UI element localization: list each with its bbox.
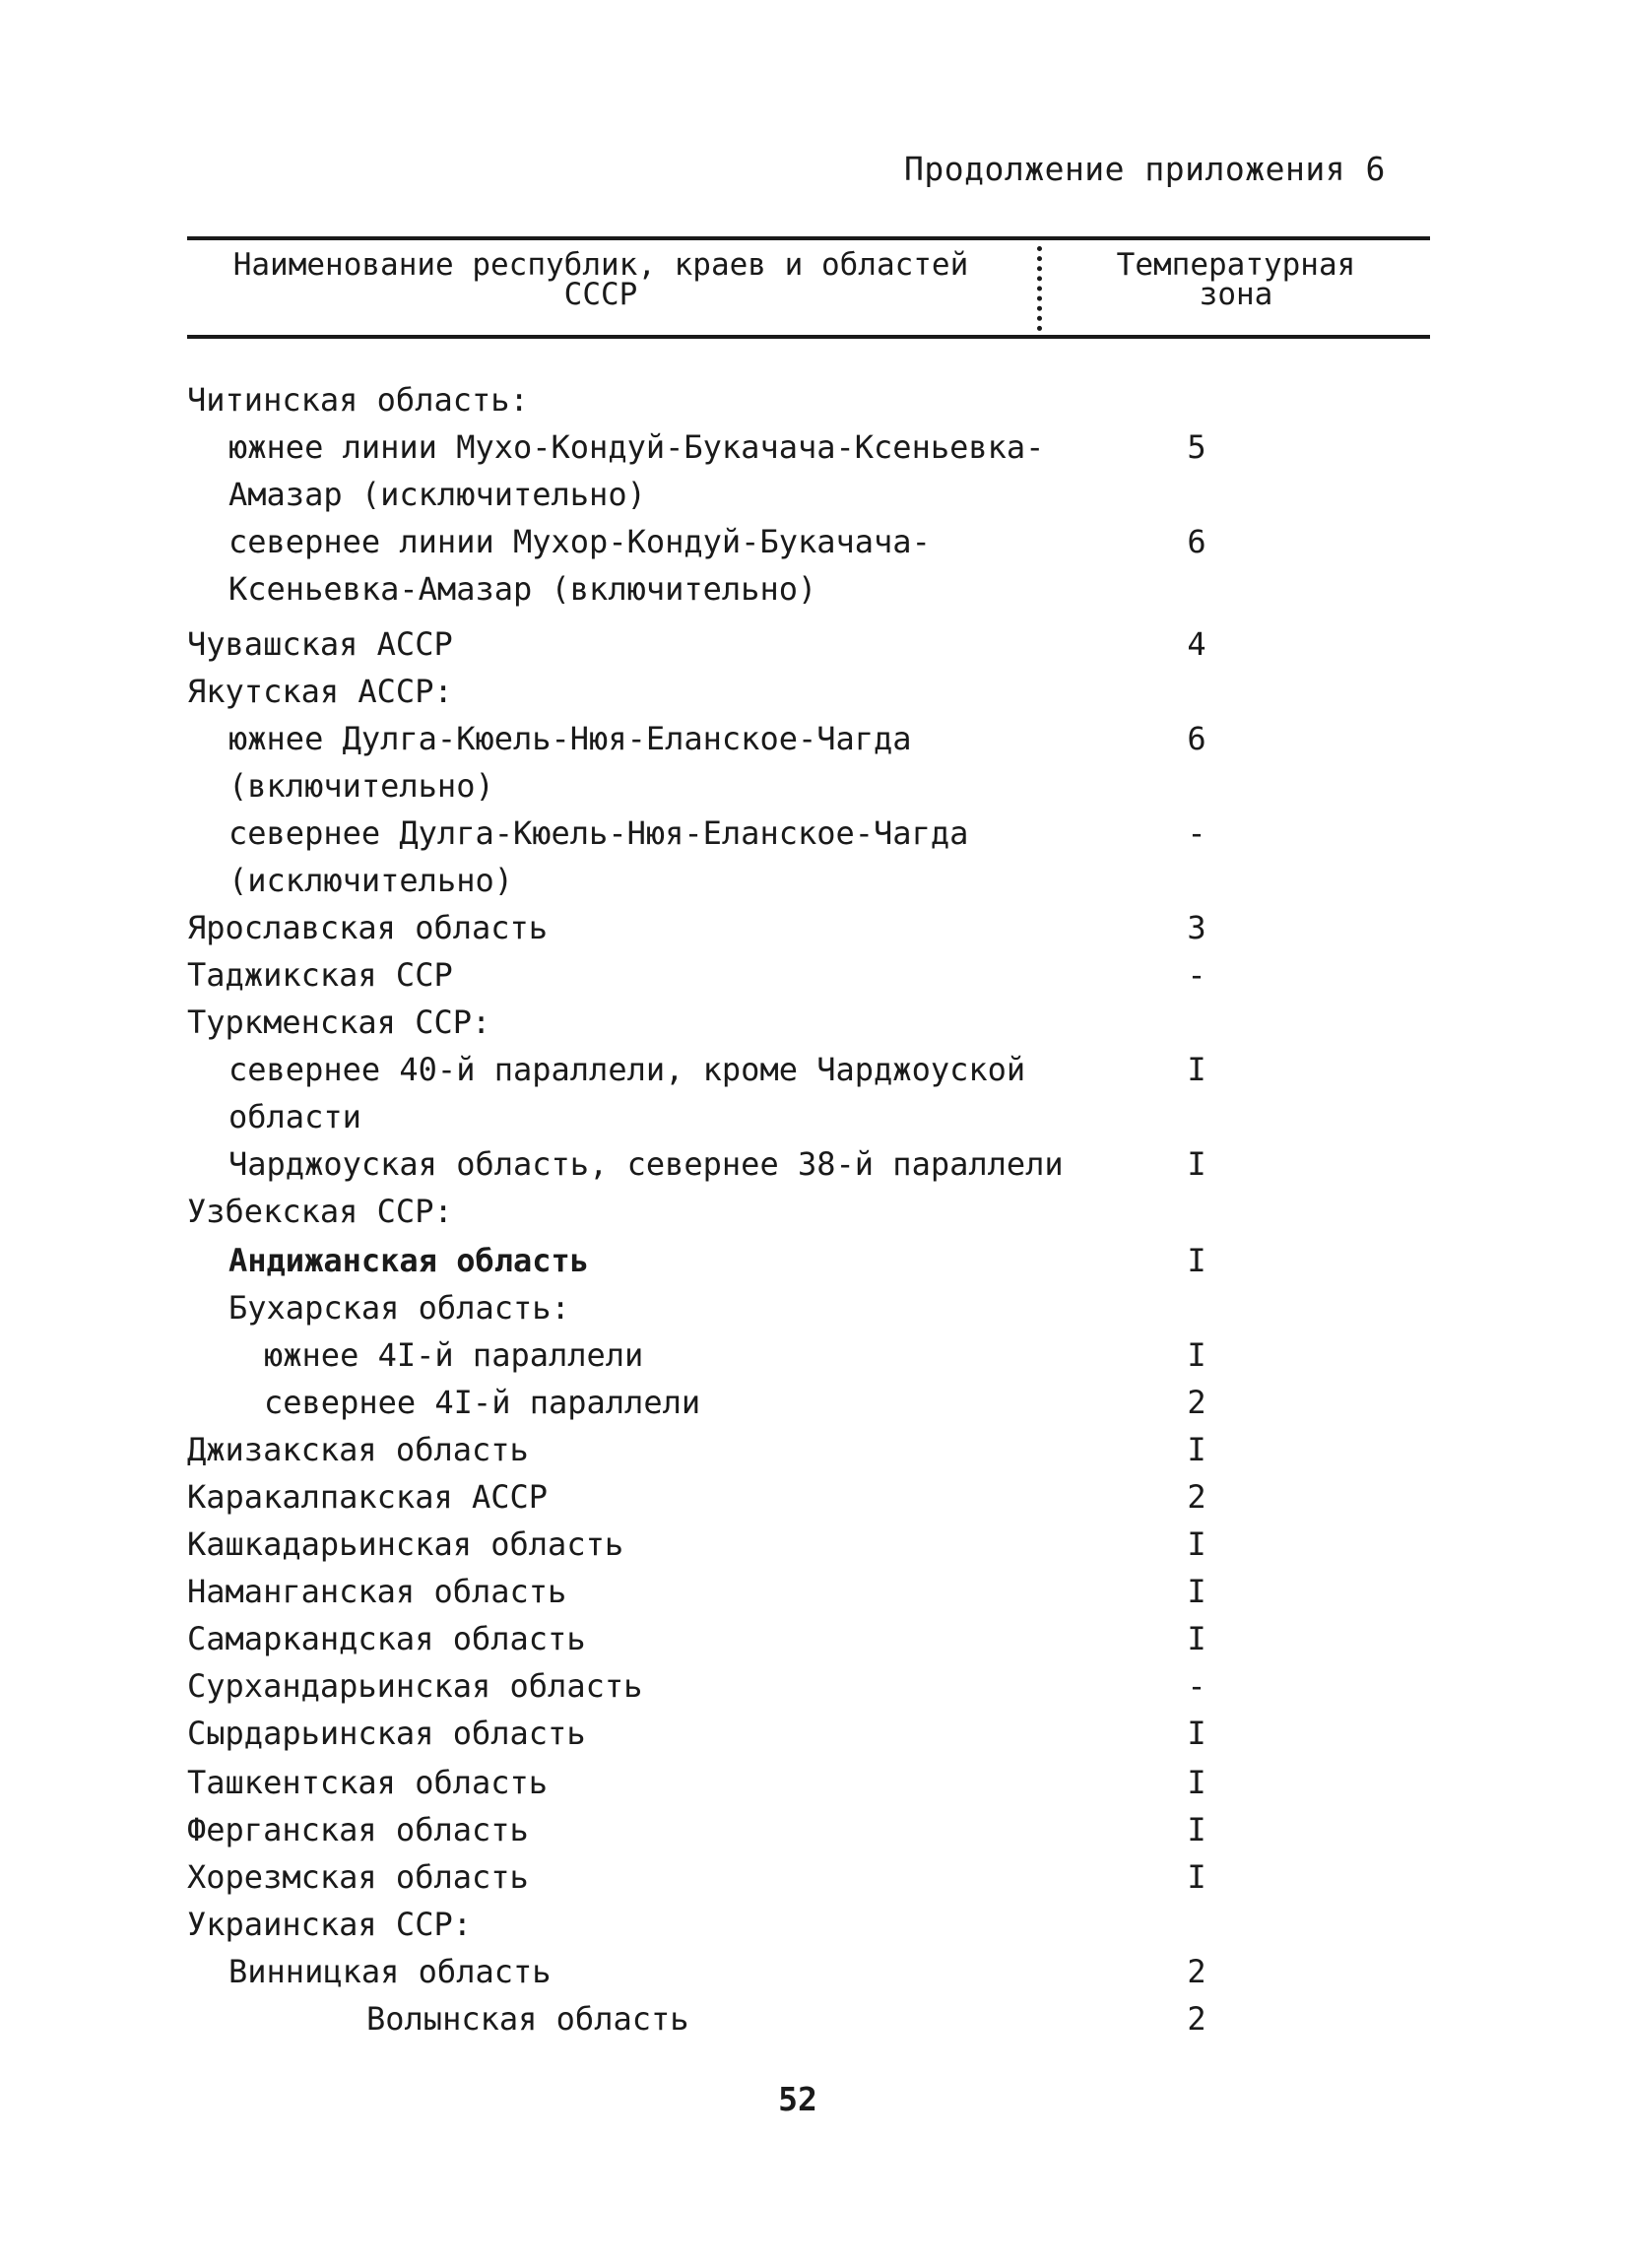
table-row: [0, 1477, 1628, 1517]
region-name: Волынская область: [366, 2000, 689, 2038]
column-header-name-line2: СССР: [563, 277, 638, 312]
region-name: Винницкая область: [228, 1953, 552, 1990]
region-name: Андижанская область: [228, 1242, 590, 1279]
table-row: [0, 1383, 1628, 1422]
zone-value: I: [1187, 1525, 1206, 1563]
table-row: [0, 1144, 1628, 1184]
zone-value: 6: [1187, 523, 1206, 560]
zone-value: 4: [1187, 625, 1206, 663]
table-row: [0, 766, 1628, 806]
table-row: [0, 427, 1628, 467]
region-name: Наманганская область: [187, 1573, 567, 1610]
table-row: [0, 672, 1628, 711]
region-name: севернее 4I-й параллели: [264, 1384, 701, 1421]
column-header-zone-line2: зона: [1199, 277, 1273, 312]
zone-value: I: [1187, 1051, 1206, 1088]
region-name: (исключительно): [228, 862, 513, 899]
table-row: [0, 1430, 1628, 1469]
zone-value: 2: [1187, 1953, 1206, 1990]
column-header-zone-line1: Температурная: [1116, 247, 1356, 283]
zone-value: 3: [1187, 909, 1206, 946]
header-column-separator: [1037, 246, 1042, 331]
region-name: Сырдарьинская область: [187, 1715, 586, 1752]
table-row: [0, 380, 1628, 420]
region-name: Ташкентская область: [187, 1764, 549, 1801]
region-name: Ксеньевка-Амазар (включительно): [228, 570, 817, 608]
table-row: [0, 719, 1628, 758]
region-name: Туркменская ССР:: [187, 1004, 491, 1041]
zone-value: I: [1187, 1145, 1206, 1183]
column-header-name: [197, 247, 1005, 312]
region-name: севернее 40-й параллели, кроме Чарджоуской: [228, 1051, 1026, 1088]
table-row: [0, 1003, 1628, 1042]
zone-value: I: [1187, 1858, 1206, 1896]
page-number: 52: [778, 2080, 817, 2118]
table-row: [0, 908, 1628, 947]
table-row: [0, 1572, 1628, 1611]
zone-value: I: [1187, 1431, 1206, 1468]
table-row: [0, 1050, 1628, 1089]
table-row: [0, 475, 1628, 514]
table-row: [0, 1524, 1628, 1564]
region-name: (включительно): [228, 767, 494, 805]
table-row: [0, 1288, 1628, 1328]
zone-value: I: [1187, 1573, 1206, 1610]
zone-value: -: [1187, 1667, 1206, 1705]
table-row: [0, 861, 1628, 900]
zone-value: 2: [1187, 2000, 1206, 2038]
region-name: Чарджоуская область, севернее 38-й параллели: [228, 1145, 1064, 1183]
region-name: Кашкадарьинская область: [187, 1525, 624, 1563]
region-name: Таджикская ССР: [187, 956, 453, 994]
table-top-rule: [187, 236, 1430, 240]
zone-value: I: [1187, 1336, 1206, 1374]
table-row: [0, 1241, 1628, 1280]
region-name: южнее Дулга-Кюель-Нюя-Еланское-Чагда: [228, 720, 912, 757]
region-name: Хорезмская область: [187, 1858, 529, 1896]
table-row: [0, 1952, 1628, 1991]
region-name: области: [228, 1098, 361, 1135]
region-name: Чувашская АССР: [187, 625, 453, 663]
table-row: [0, 1763, 1628, 1802]
region-name: Ферганская область: [187, 1811, 529, 1848]
table-row: [0, 1905, 1628, 1944]
zone-value: I: [1187, 1715, 1206, 1752]
table-row: [0, 1666, 1628, 1706]
region-name: севернее линии Мухор-Кондуй-Букачача-: [228, 523, 931, 560]
region-name: Сурхандарьинская область: [187, 1667, 643, 1705]
table-header-bottom-rule: [187, 335, 1430, 339]
table-row: [0, 1619, 1628, 1658]
region-name: Читинская область:: [187, 381, 529, 419]
table-row: [0, 522, 1628, 561]
page-caption: Продолжение приложения 6: [904, 150, 1386, 188]
zone-value: 6: [1187, 720, 1206, 757]
table-row: [0, 1857, 1628, 1897]
table-row: [0, 624, 1628, 664]
zone-value: I: [1187, 1620, 1206, 1657]
region-name: Якутская АССР:: [187, 673, 453, 710]
table-row: [0, 1810, 1628, 1849]
zone-value: 5: [1187, 428, 1206, 466]
region-name: севернее Дулга-Кюель-Нюя-Еланское-Чагда: [228, 814, 969, 852]
zone-value: -: [1187, 956, 1206, 994]
table-row: [0, 1335, 1628, 1375]
region-name: Джизакская область: [187, 1431, 529, 1468]
zone-value: -: [1187, 814, 1206, 852]
region-name: Самаркандская область: [187, 1620, 586, 1657]
column-header-name-line1: Наименование республик, краев и областей: [232, 247, 969, 283]
region-name: Бухарская область:: [228, 1289, 570, 1327]
zone-value: I: [1187, 1764, 1206, 1801]
table-row: [0, 1097, 1628, 1136]
table-row: [0, 955, 1628, 995]
zone-value: 2: [1187, 1478, 1206, 1516]
region-name: южнее линии Мухо-Кондуй-Букачача-Ксеньевка-: [228, 428, 1045, 466]
zone-value: 2: [1187, 1384, 1206, 1421]
table-row: [0, 1192, 1628, 1231]
table-row: [0, 569, 1628, 609]
zone-value: I: [1187, 1242, 1206, 1279]
region-name: Узбекская ССР:: [187, 1193, 453, 1230]
table-row: [0, 813, 1628, 853]
region-name: Украинская ССР:: [187, 1906, 472, 1943]
zone-value: I: [1187, 1811, 1206, 1848]
region-name: Ярославская область: [187, 909, 549, 946]
table-row: [0, 1999, 1628, 2039]
region-name: Амазар (исключительно): [228, 476, 646, 513]
region-name: южнее 4I-й параллели: [264, 1336, 644, 1374]
region-name: Каракалпакская АССР: [187, 1478, 549, 1516]
table-row: [0, 1714, 1628, 1753]
column-header-zone: [1054, 247, 1418, 312]
